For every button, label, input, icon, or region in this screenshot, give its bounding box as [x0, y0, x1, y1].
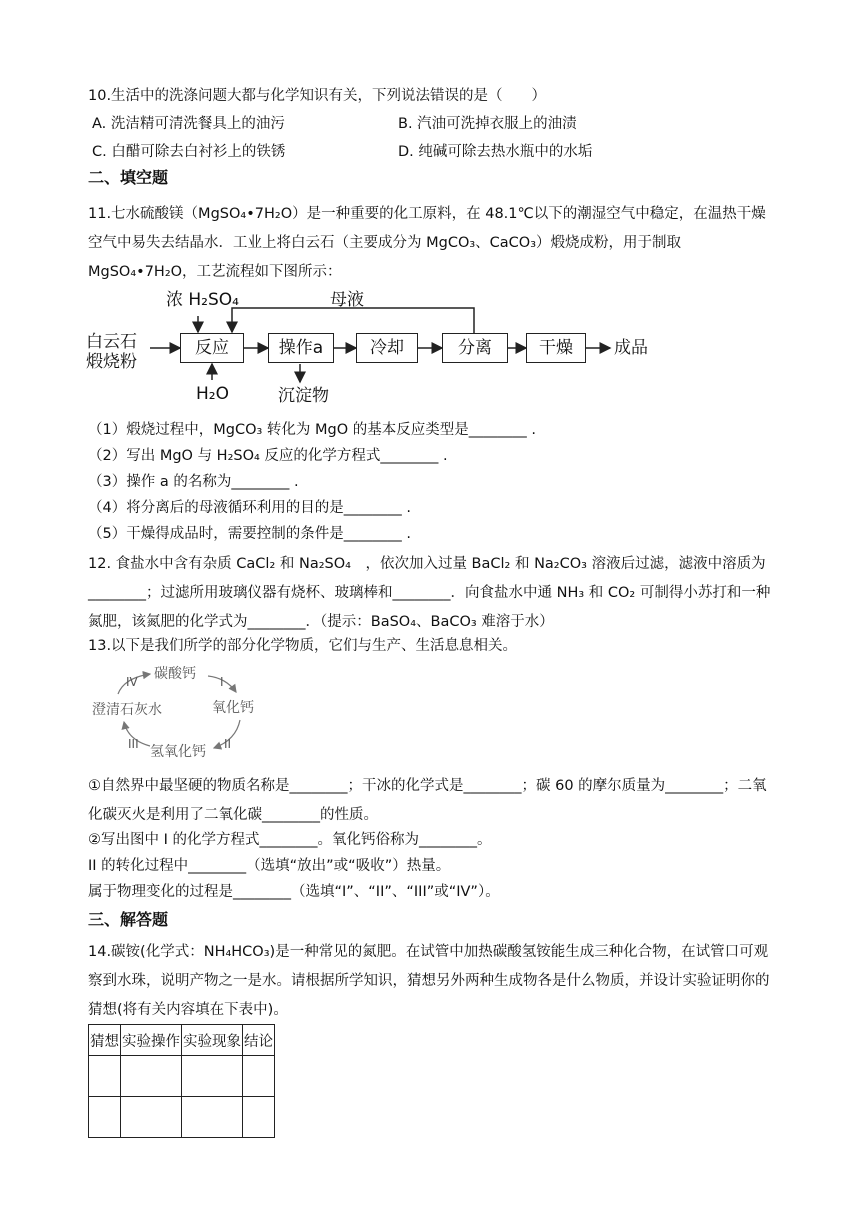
table-row: [89, 1056, 275, 1097]
flow-input-label-1: 白云石: [86, 332, 137, 352]
cycle-step-2: II: [224, 737, 232, 751]
table-header-conclusion: 结论: [243, 1025, 275, 1056]
table-header-phenomenon: 实验现象: [182, 1025, 243, 1056]
table-row: [89, 1097, 275, 1138]
q11-sub1: （1）煅烧过程中，MgCO₃ 转化为 MgO 的基本反应类型是________ .: [88, 422, 536, 438]
q13-part2: ②写出图中 I 的化学方程式________。氧化钙俗称为________。: [88, 832, 492, 848]
flow-step-drying: 干燥: [526, 333, 586, 363]
flow-product-label: 成品: [614, 338, 648, 358]
cycle-step-1: I: [220, 675, 224, 689]
cycle-limewater: 澄清石灰水: [92, 702, 162, 718]
q13-part4: 属于物理变化的过程是________（选填“I”、“II”、“III”或“IV”）。: [88, 884, 500, 900]
table-cell[interactable]: [182, 1097, 243, 1138]
q10-option-a: A. 洗洁精可清洗餐具上的油污: [92, 116, 285, 132]
q11-stem: 11.七水硫酸镁（MgSO₄•7H₂O）是一种重要的化工原料，在 48.1℃以下的潮湿空气中稳定，在温热干燥空气中易失去结晶水．工业上将白云石（主要成分为 MgCO₃、CaCO₃）煅烧成粉，用于制取 MgSO₄•7H₂O，工艺流程如下图所示：: [88, 206, 766, 280]
table-cell[interactable]: [89, 1097, 121, 1138]
cycle-step-3: III: [128, 737, 139, 751]
flow-step-separation: 分离: [442, 333, 508, 363]
q13-part3: II 的转化过程中________（选填“放出”或“吸收”）热量。: [88, 858, 451, 874]
section-heading-answer: 三、解答题: [88, 910, 169, 929]
q13-stem: 13.以下是我们所学的部分化学物质，它们与生产、生活息息相关。: [88, 638, 518, 654]
table-cell[interactable]: [243, 1056, 275, 1097]
q10-option-d: D. 纯碱可除去热水瓶中的水垢: [398, 144, 593, 160]
flow-step-reaction: 反应: [180, 333, 244, 363]
flow-step-cooling: 冷却: [356, 333, 418, 363]
section-heading-fill-in: 二、填空题: [88, 168, 169, 187]
q14-text: 14.碳铵(化学式：NH₄HCO₃)是一种常见的氮肥。在试管中加热碳酸氢铵能生成三种化合物，在试管口可观察到水珠，说明产物之一是水。请根据所学知识，猜想另外两种生成物各是什么物质，并设计实验证明你的猜想(将有关内容填在下表中)。: [88, 944, 770, 1018]
cycle-calcium-oxide: 氧化钙: [212, 700, 254, 716]
table-cell[interactable]: [182, 1056, 243, 1097]
q11-sub2: （2）写出 MgO 与 H₂SO₄ 反应的化学方程式________ .: [88, 448, 448, 464]
flow-mother-liquor-label: 母液: [330, 290, 364, 310]
table-cell[interactable]: [121, 1056, 182, 1097]
q11-sub3: （3）操作 a 的名称为________ .: [88, 474, 299, 490]
q13-part1: ①自然界中最坚硬的物质名称是________；干冰的化学式是________；碳 60 的摩尔质量为________；二氧化碳灭火是利用了二氧化碳________的性质。: [88, 778, 767, 823]
q10-stem: 10.生活中的洗涤问题大都与化学知识有关，下列说法错误的是（ ）: [88, 88, 547, 104]
cycle-calcium-carbonate: 碳酸钙: [154, 666, 196, 682]
q11-sub4: （4）将分离后的母液循环利用的目的是________ .: [88, 500, 411, 516]
cycle-calcium-hydroxide: 氢氧化钙: [150, 744, 206, 760]
flow-step-operation-a: 操作a: [268, 333, 334, 363]
q10-option-c: C. 白醋可除去白衬衫上的铁锈: [92, 144, 286, 160]
flow-water-label: H₂O: [196, 384, 229, 404]
table-header-row: [89, 1025, 275, 1056]
flow-acid-label: 浓 H₂SO₄: [166, 290, 239, 310]
q12-text: 12. 食盐水中含有杂质 CaCl₂ 和 Na₂SO₄ ，依次加入过量 BaCl₂ 和 Na₂CO₃ 溶液后过滤，滤液中溶质为________；过滤所用玻璃仪器有烧杯、玻璃棒和________．向食盐水中通 NH₃ 和 CO₂ 可制得小苏打和一种氮肥，该氮肥的化学式为________．（提示：BaSO₄、BaCO₃ 难溶于水）: [88, 556, 771, 630]
table-header-operation: 实验操作: [121, 1025, 182, 1056]
cycle-step-4: IV: [126, 675, 138, 689]
table-cell[interactable]: [243, 1097, 275, 1138]
table-cell[interactable]: [89, 1056, 121, 1097]
q11-sub5: （5）干燥得成品时，需要控制的条件是________ .: [88, 526, 411, 542]
q10-option-b: B. 汽油可洗掉衣服上的油渍: [398, 116, 577, 132]
table-cell[interactable]: [121, 1097, 182, 1138]
flow-precipitate-label: 沉淀物: [278, 386, 329, 406]
experiment-table: [88, 1024, 275, 1138]
flow-input-label-2: 煅烧粉: [86, 352, 137, 372]
table-header-guess: 猜想: [89, 1025, 121, 1056]
